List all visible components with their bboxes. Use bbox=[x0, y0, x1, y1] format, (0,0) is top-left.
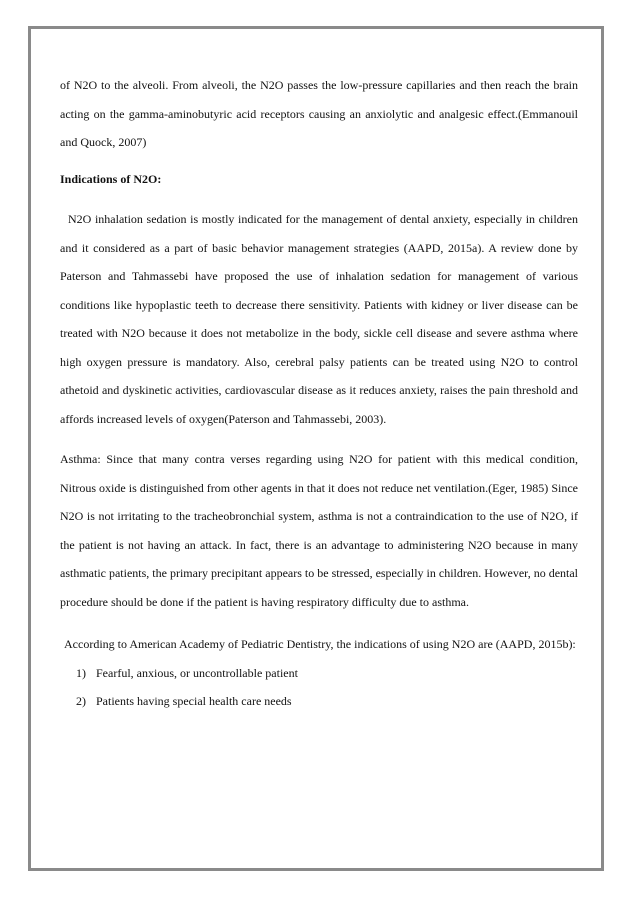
paragraph-continuation: of N2O to the alveoli. From alveoli, the N2O passes the low-pressure capillaries and then reach the brain acting on the gamma-aminobutyric acid receptors causing an anxiolytic and analgesic effect.(Emmanouil and Quock, 2007) bbox=[60, 78, 578, 149]
paragraph-aapd-indications: According to American Academy of Pediatric Dentistry, the indications of using N2O are (AAPD, 2015b): bbox=[64, 637, 576, 651]
paragraph-inhalation-sedation: N2O inhalation sedation is mostly indicated for the management of dental anxiety, especially in children and it considered as a part of basic behavior management strategies (AAPD, 2015a). A review done by Paterson and Tahmassebi have proposed the use of inhalation sedation for management of various conditions like hypoplastic teeth to decrease there sensitivity. Patients with kidney or liver disease can be treated with N2O because it does not metabolize in the body, sickle cell disease and severe asthma where high oxygen pressure is mandatory. Also, cerebral palsy patients can be treated using N2O to control athetoid and dyskinetic activities, cardiovascular disease as it reduces anxiety, raises the pain threshold and affords increased levels of oxygen(Paterson and Tahmassebi, 2003). bbox=[60, 212, 578, 426]
document-body bbox=[60, 71, 578, 716]
list-item bbox=[60, 659, 578, 688]
list-item-number: 2) bbox=[76, 694, 86, 708]
list-item-text: Patients having special health care needs bbox=[96, 694, 292, 708]
list-item bbox=[60, 687, 578, 716]
list-item-text: Fearful, anxious, or uncontrollable patient bbox=[96, 665, 298, 680]
paragraph-asthma: Asthma: Since that many contra verses regarding using N2O for patient with this medical condition, Nitrous oxide is distinguished from other agents in that it does not reduce net ventilation.(Eger, 1985) Since N2O is not irritating to the tracheobronchial system, asthma is not a contraindication to the use of N2O, if the patient is not having an attack. In fact, there is an advantage to administering N2O because in many asthmatic patients, the primary precipitant appears to be stressed, especially in children. However, no dental procedure should be done if the patient is having respiratory difficulty due to asthma. bbox=[60, 452, 579, 609]
section-heading-indications: Indications of N2O: bbox=[60, 171, 162, 186]
list-item-number: 1) bbox=[76, 665, 86, 680]
indications-list bbox=[60, 659, 578, 716]
